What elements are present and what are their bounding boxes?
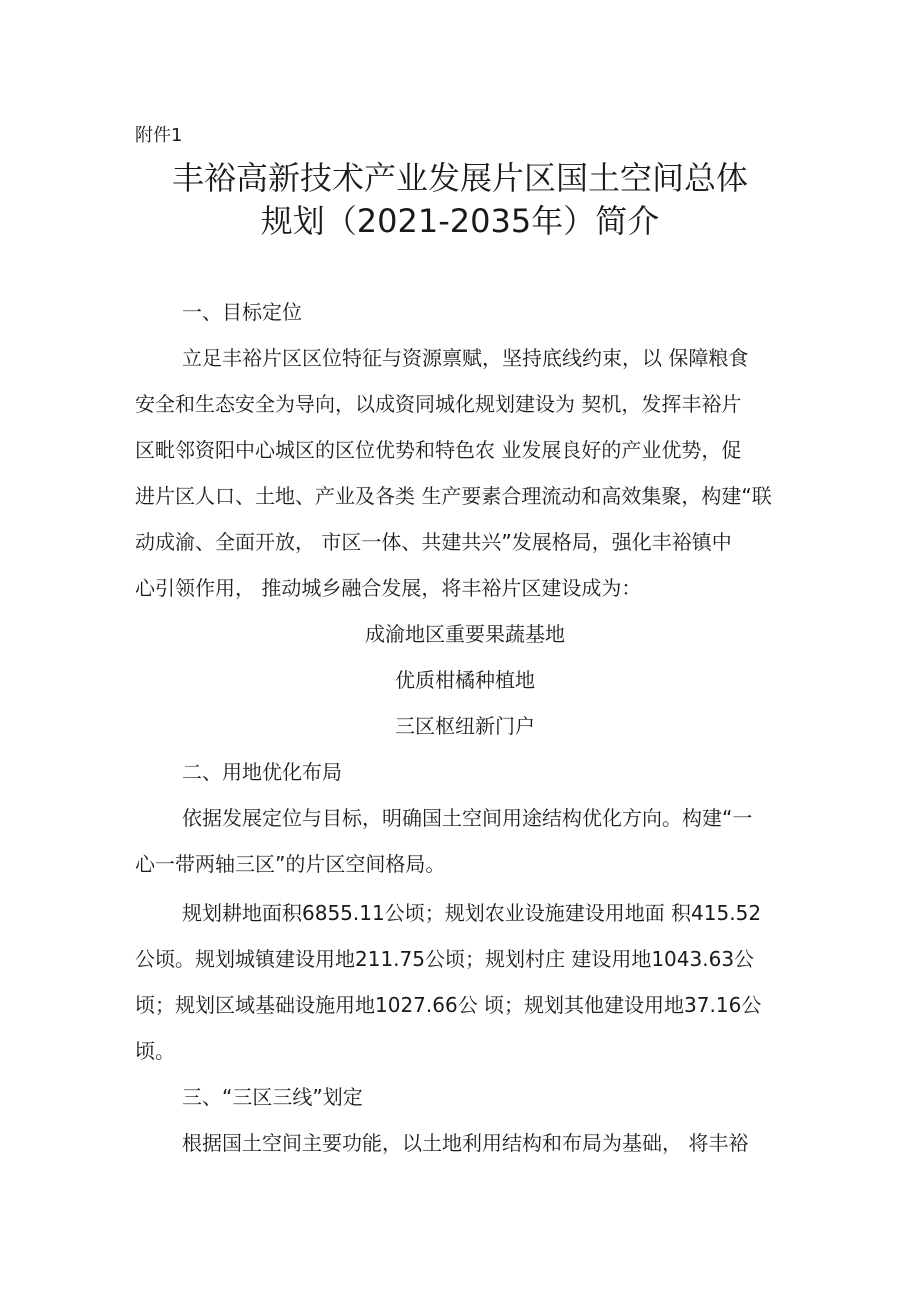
goal-item: 三区枢纽新门户 xyxy=(395,714,535,738)
section-1-paragraph-line: 动成渝、全面开放， 市区一体、共建共兴”发展格局，强化丰裕镇中 xyxy=(135,530,732,554)
section-2-paragraph-line: 公顷。规划城镇建设用地211.75公顷；规划村庄 建设用地1043.63公 xyxy=(135,947,755,971)
document-title-line-1: 丰裕高新技术产业发展片区国土空间总体 xyxy=(171,159,748,197)
section-2-paragraph-line: 顷。 xyxy=(135,1039,175,1063)
attachment-label: 附件1 xyxy=(135,125,183,146)
section-2-paragraph-line: 依据发展定位与目标，明确国土空间用途结构优化方向。构建“一 xyxy=(182,806,753,830)
section-1-paragraph-line: 安全和生态安全为导向，以成资同城化规划建设为 契机，发挥丰裕片 xyxy=(135,392,742,416)
document-title-line-2: 规划（2021-2035年）简介 xyxy=(260,202,660,240)
section-1-paragraph-line: 进片区人口、土地、产业及各类 生产要素合理流动和高效集聚，构建“联 xyxy=(135,484,772,508)
section-2-heading: 二、用地优化布局 xyxy=(182,760,342,784)
section-1-paragraph-line: 区毗邻资阳中心城区的区位优势和特色农 业发展良好的产业优势，促 xyxy=(135,438,742,462)
goal-item: 优质柑橘种植地 xyxy=(395,668,535,692)
section-1-paragraph-line: 心引领作用， 推动城乡融合发展，将丰裕片区建设成为： xyxy=(135,576,642,600)
section-1-paragraph-line: 立足丰裕片区区位特征与资源禀赋，坚持底线约束，以 保障粮食 xyxy=(182,346,749,370)
section-2-paragraph-line: 规划耕地面积6855.11公顷；规划农业设施建设用地面 积415.52 xyxy=(182,901,762,925)
section-2-paragraph-line: 顷；规划区域基础设施用地1027.66公 顷；规划其他建设用地37.16公 xyxy=(135,993,762,1017)
section-3-paragraph-line: 根据国土空间主要功能，以土地利用结构和布局为基础， 将丰裕 xyxy=(182,1131,749,1155)
goal-item: 成渝地区重要果蔬基地 xyxy=(365,622,565,646)
section-3-heading: 三、“三区三线”划定 xyxy=(182,1085,363,1109)
section-1-heading: 一、目标定位 xyxy=(182,300,302,324)
section-2-paragraph-line: 心一带两轴三区”的片区空间格局。 xyxy=(135,852,446,876)
